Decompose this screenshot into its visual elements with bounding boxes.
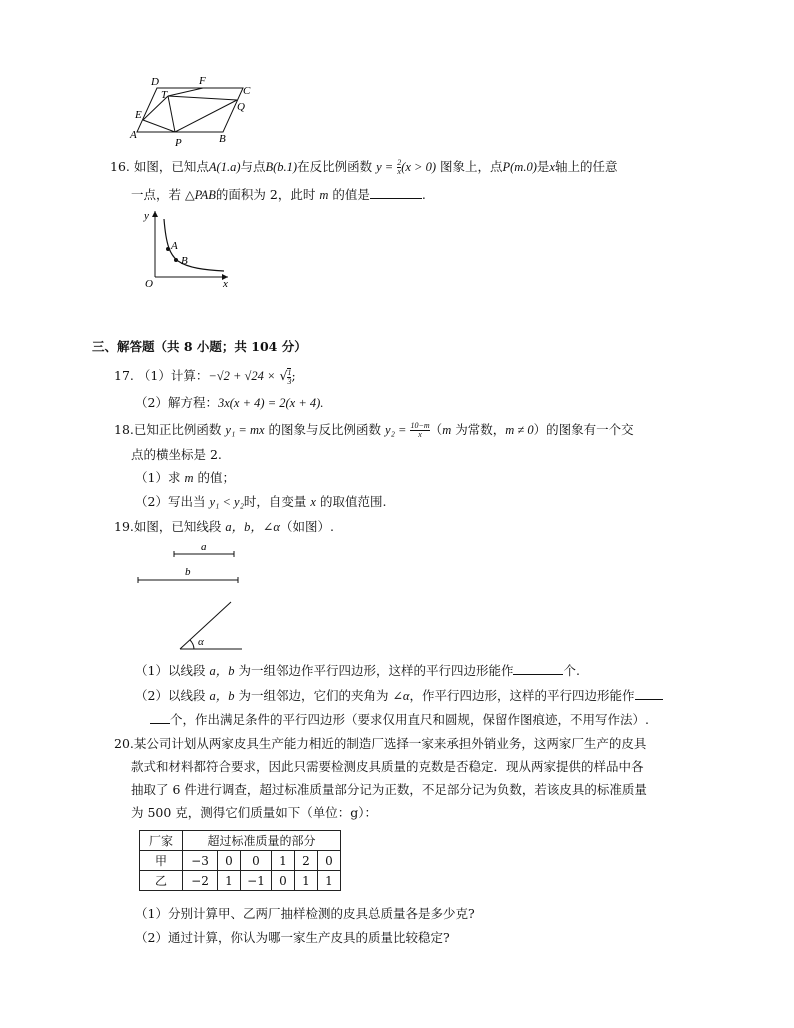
q16-text: 的面积为 2，此时 [215,187,316,202]
label-Q: Q [237,101,245,113]
segments-angle-figure [130,540,250,655]
label-B: B [219,133,226,145]
q18-text: （ [429,422,443,437]
table-cell: −3 [183,851,218,871]
y2-lhs: y₂ = [385,423,407,437]
q18-part2 [135,492,386,512]
table-row [140,871,341,891]
m-condition: m ≠ 0 [505,423,534,437]
q18-text: ）的图象有一个交 [533,422,634,437]
func-lhs: y = [376,160,394,174]
q18-text: （1）求 [135,470,181,485]
q17-text: （2）解方程： [135,395,218,410]
q16-line2 [131,185,426,205]
parallelogram-figure [125,70,255,150]
row-name: 甲 [140,851,183,871]
q18-text: 已知正比例函数 [133,422,222,437]
label-C: C [243,85,251,97]
q20-part2: （2）通过计算，你认为哪一家生产皮具的质量比较稳定? [135,930,450,945]
label-T: T [161,89,168,101]
q16-line1 [110,157,617,177]
q20-text: 某公司计划从两家皮具生产能力相近的制造厂选择一家来承担外销业务，这两家厂生产的皮具 [133,736,647,751]
point-P: P(m.0) [502,160,537,174]
var-m: m [184,471,194,485]
q20-line2: 款式和材料都符合要求，因此只需要检测皮具质量的克数是否稳定．现从两家提供的样品中各 [131,759,644,774]
q16-text: 是 [536,159,550,174]
segment-b-label: b [185,566,191,578]
q16-text: . [421,187,426,202]
q20-line4: 为 500 克，测得它们质量如下（单位：g）： [131,805,378,820]
q17-text: ; [291,368,296,383]
angle-alpha: ∠α [392,689,410,703]
q17-number: 17. [114,368,134,383]
q16-text: 轴上的任意 [554,159,618,174]
frac-den: 3 [287,376,292,386]
axis-y-label: y [144,210,149,222]
label-A: A [130,129,137,141]
q20-line3: 抽取了 6 件进行调查，超过标准质量部分记为正数，不足部分记为负数，若该皮具的标准质量 [131,782,647,797]
table-header-row [140,831,341,851]
point-A: A(1.a) [208,160,241,174]
q19-text: （1）以线段 [135,663,206,678]
q18-line2: 点的横坐标是 2. [131,447,222,462]
y2-fraction [410,422,429,439]
table-cell: 1 [295,871,318,891]
axis-x-label: x [223,278,228,290]
q17-part2 [135,393,323,413]
angle-alpha-label: α [198,636,204,648]
var-x: x [549,160,555,174]
row-name: 乙 [140,871,183,891]
q16-text: 与点 [240,159,266,174]
frac-num: 2 [397,158,402,167]
q19-part2 [135,686,663,706]
q19-vars: a，b [209,689,235,703]
q18-line1 [114,420,634,440]
q19-text: （2）以线段 [135,688,206,703]
label-P: P [175,137,182,149]
func-domain: (x > 0) [401,160,436,174]
q19-text: ，作平行四边形，这样的平行四边形能作 [409,688,635,703]
section-heading: 三、解答题（共 8 小题；共 104 分） [92,339,307,354]
q18-text: 的值； [197,470,235,485]
q17-expression: −√2 + √24 × [208,369,276,383]
answer-blank [370,186,422,199]
q19-vars: a，b，∠α [225,520,280,534]
q17-text: （1）计算： [137,368,209,383]
var-m: m [442,423,452,437]
q17-part1: 17. （1）计算：−√2 + √24 × √ $\frac{1}{3}$ ; [114,367,296,386]
hyperbola-figure [140,205,240,290]
answer-blank [513,662,563,675]
table-header-span: 超过标准质量的部分 [183,831,341,851]
q19-text: 为一组邻边作平行四边形，这样的平行四边形能作 [238,663,514,678]
q16-text: 如图，已知点 [133,159,209,174]
q19-vars: a，b [209,664,235,678]
table-cell: 1 [272,851,295,871]
table-cell: 1 [318,871,341,891]
table-cell: 0 [318,851,341,871]
table-header-label: 厂家 [140,831,183,851]
q19-part2-line2 [150,710,649,730]
q18-text: （2）写出当 [135,494,206,509]
origin-label: O [145,278,153,290]
var-m: m [319,188,329,202]
q16-text: 的值是 [332,187,370,202]
table-cell: 1 [218,871,241,891]
q18-text: 的取值范围. [319,494,387,509]
answer-blank [150,711,170,724]
frac-den: x [397,167,401,176]
q16-text: 图象上，点 [439,159,503,174]
point-B: B(b.1) [265,160,298,174]
q16-number: 16. [110,159,130,174]
y1-expression: y₁ = mx [225,423,265,437]
triangle-PAB: △PAB [185,188,216,202]
label-D: D [151,76,159,88]
frac-den: x [418,430,422,439]
q18-text: 为常数， [455,422,506,437]
q16-text: 在反比例函数 [297,159,373,174]
q19-text: 为一组邻边，它们的夹角为 [238,688,389,703]
q20-line1 [114,734,646,754]
q18-part1 [135,468,235,488]
point-A-label: A [171,240,178,252]
table-cell: 0 [241,851,272,871]
table-cell: 0 [218,851,241,871]
label-F: F [199,75,206,87]
q19-text: 如图，已知线段 [133,519,222,534]
table-cell: 0 [272,871,295,891]
q18-number: 18. [114,422,134,437]
quality-table [139,830,341,891]
q19-text: 个. [563,663,580,678]
label-E: E [135,109,142,121]
q19-number: 19. [114,519,134,534]
table-cell: −2 [183,871,218,891]
q16-text: 一点，若 [131,187,182,202]
point-B-label: B [181,255,188,267]
q19-text: 个，作出满足条件的平行四边形（要求仅用直尺和圆规，保留作图痕迹，不用写作法）. [170,712,649,727]
table-row [140,851,341,871]
q17-equation: 3x(x + 4) = 2(x + 4). [217,396,324,410]
q20-number: 20. [114,736,134,751]
table-cell: 2 [295,851,318,871]
q20-part1: （1）分别计算甲、乙两厂抽样检测的皮具总质量各是多少克? [135,906,475,921]
table-cell: −1 [241,871,272,891]
answer-blank [635,687,663,700]
q18-text: 的图象与反比例函数 [268,422,382,437]
q19-part1 [135,661,580,681]
frac-num: 1 [287,367,292,377]
q19-line1 [114,517,334,537]
q19-text: （如图）. [279,519,334,534]
q18-text: 时，自变量 [243,494,307,509]
frac-num: 10−m [410,421,430,430]
inequality: y₁ < y₂ [209,495,244,509]
segment-a-label: a [201,541,207,553]
var-x: x [310,495,316,509]
